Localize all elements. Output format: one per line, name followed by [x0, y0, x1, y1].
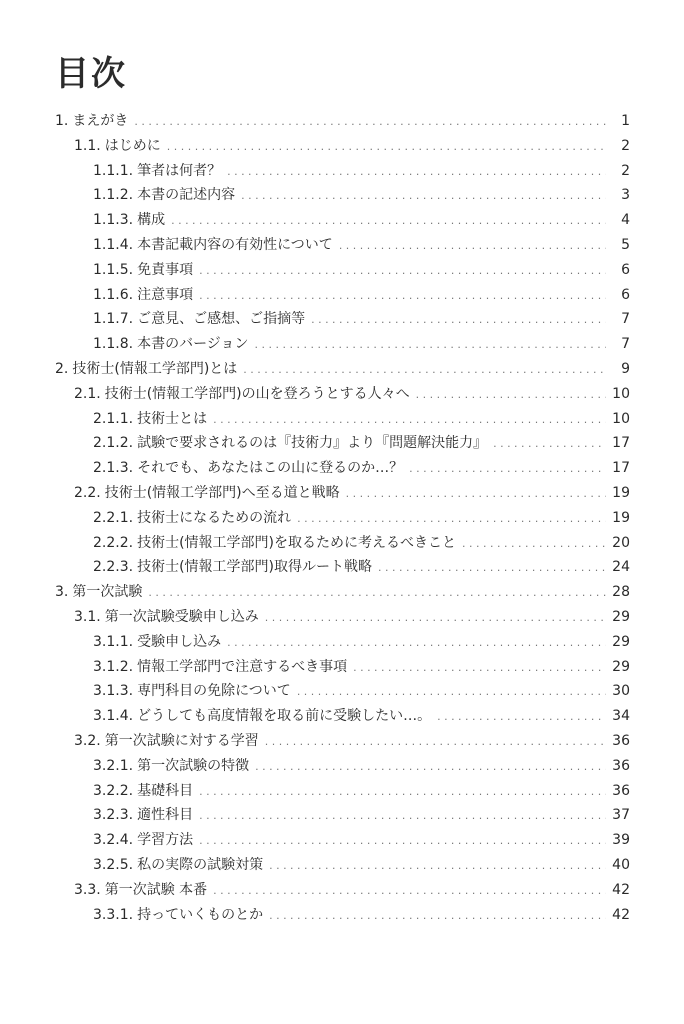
- dot-leader: [213, 408, 606, 433]
- dot-leader: [416, 383, 606, 408]
- toc-entry[interactable]: [55, 630, 630, 655]
- toc-entry-number: 3.2.2.: [93, 782, 134, 799]
- toc-entry-page-number: 7: [621, 336, 630, 353]
- dot-leader: [148, 581, 606, 606]
- toc-entry-page-number: 40: [612, 856, 630, 873]
- toc-entry-number: 1.1.3.: [93, 212, 134, 229]
- toc-entry-title: [93, 853, 263, 878]
- toc-entry-page-number: 36: [612, 757, 630, 774]
- toc-entry-number: 3.2.3.: [93, 807, 134, 824]
- toc-entry-title: [93, 506, 291, 531]
- toc-entry-page-number: 4: [621, 212, 630, 229]
- toc-entry-label: 技術士(情報工学部門)を取るために考えるべきこと: [137, 534, 457, 551]
- dot-leader: [227, 631, 606, 656]
- toc-entry-page-number: 34: [612, 708, 630, 725]
- toc-entry[interactable]: [55, 779, 630, 804]
- toc-entry-number: 1.1.2.: [93, 187, 134, 204]
- dot-leader: [378, 556, 606, 581]
- toc-entry-label: 第一次試験受験申し込み: [104, 608, 259, 625]
- dot-leader: [269, 904, 606, 929]
- toc-entry-page-number: 20: [612, 534, 630, 551]
- toc-entry-page-number: 2: [621, 137, 630, 154]
- toc-entry-title: [93, 903, 263, 928]
- toc-entry-title: [93, 555, 372, 580]
- toc-entry[interactable]: [55, 431, 630, 456]
- toc-entry-label: 技術士(情報工学部門)とは: [72, 360, 238, 377]
- toc-entry-page-number: 42: [612, 906, 630, 923]
- toc-entry-number: 1.1.1.: [93, 162, 134, 179]
- toc-entry-title: [93, 208, 165, 233]
- toc-entry-page-number: 36: [612, 782, 630, 799]
- toc-entry-number: 1.1.4.: [93, 236, 134, 253]
- toc-entry-page-number: 24: [612, 559, 630, 576]
- toc-entry-label: ご意見、ご感想、ご指摘等: [137, 311, 306, 328]
- toc-entry-page-number: 10: [612, 410, 630, 427]
- toc-entry-label: 基礎科目: [137, 782, 194, 799]
- toc-entry-number: 3.1.: [74, 608, 101, 625]
- toc-entry-number: 3.3.: [74, 881, 101, 898]
- toc-entry-label: 技術士(情報工学部門)の山を登ろうとする人々へ: [104, 385, 410, 402]
- toc-entry-page-number: 17: [612, 460, 630, 477]
- toc-entry-label: 注意事項: [137, 286, 194, 303]
- toc-entry[interactable]: [55, 655, 630, 680]
- toc-entry[interactable]: [55, 754, 630, 779]
- toc-entry-number: 1.1.7.: [93, 311, 134, 328]
- toc-entry[interactable]: [55, 481, 630, 506]
- toc-entry-label: 情報工学部門で注意するべき事項: [137, 658, 348, 675]
- toc-entry-title: [93, 655, 347, 680]
- dot-leader: [213, 879, 606, 904]
- toc-entry-number: 2.1.2.: [93, 435, 134, 452]
- toc-entry-label: はじめに: [104, 137, 161, 154]
- toc-entry-label: 本書記載内容の有効性について: [137, 236, 333, 253]
- dot-leader: [297, 507, 606, 532]
- toc-entry-number: 3.1.2.: [93, 658, 134, 675]
- toc-entry-number: 1.1.8.: [93, 336, 134, 353]
- toc-entry-title: [93, 159, 221, 184]
- dot-leader: [199, 780, 606, 805]
- toc-entry[interactable]: [55, 506, 630, 531]
- toc-entry-number: 2.2.: [74, 484, 101, 501]
- dot-leader: [339, 234, 606, 259]
- toc-entry-page-number: 30: [612, 683, 630, 700]
- toc-entry-title: [93, 456, 403, 481]
- toc-entry-page-number: 19: [612, 484, 630, 501]
- toc-entry-page-number: 1: [621, 113, 630, 129]
- toc-entry[interactable]: [55, 605, 630, 630]
- toc-entry[interactable]: [55, 258, 630, 283]
- toc-entry-label: 適性科目: [137, 807, 194, 824]
- toc-entry-title: [93, 307, 305, 332]
- toc-entry-label: それでも、あなたはこの山に登るのか…？: [137, 460, 404, 477]
- toc-entry-number: 3.: [55, 584, 69, 601]
- toc-entry[interactable]: [55, 332, 630, 357]
- toc-entry-page-number: 42: [612, 881, 630, 898]
- toc-entry-title: [74, 481, 340, 506]
- toc-entry[interactable]: [55, 407, 630, 432]
- toc-entry-number: 1.1.6.: [93, 286, 134, 303]
- toc-entry[interactable]: [55, 357, 630, 382]
- toc-entry-page-number: 36: [612, 732, 630, 749]
- toc-entry-number: 2.1.: [74, 385, 101, 402]
- toc-entry-label: 第一次試験の特徴: [137, 757, 250, 774]
- toc-entry-title: [74, 382, 410, 407]
- toc-entry-title: [74, 605, 259, 630]
- toc-entry-page-number: 17: [612, 435, 630, 452]
- dot-leader: [493, 432, 606, 457]
- toc-entry-number: 2.2.2.: [93, 534, 134, 551]
- toc-entry-number: 2.1.1.: [93, 410, 134, 427]
- dot-leader: [269, 854, 606, 879]
- dot-leader: [255, 333, 606, 358]
- toc-entry-page-number: 29: [612, 608, 630, 625]
- toc-entry-number: 3.2.1.: [93, 757, 134, 774]
- toc-entry-label: 技術士とは: [137, 410, 208, 427]
- toc-entry[interactable]: [55, 853, 630, 878]
- dot-leader: [353, 656, 606, 681]
- toc-entry-number: 3.1.3.: [93, 683, 134, 700]
- toc-entry-title: [93, 332, 249, 357]
- toc-entry-number: 1.1.: [74, 137, 101, 154]
- dot-leader: [171, 209, 606, 234]
- toc-entry-label: 本書の記述内容: [137, 187, 236, 204]
- toc-entry-label: 学習方法: [137, 832, 194, 849]
- toc-entry-title: [93, 803, 193, 828]
- toc-entry[interactable]: [55, 307, 630, 332]
- toc-entry[interactable]: [55, 580, 630, 605]
- toc-entry-title: [55, 580, 142, 605]
- dot-leader: [241, 184, 606, 209]
- toc-entry[interactable]: [55, 828, 630, 853]
- toc-entry-label: どうしても高度情報を取る前に受験したい…。: [137, 708, 432, 725]
- toc-entry[interactable]: [55, 679, 630, 704]
- toc-entry[interactable]: [55, 233, 630, 258]
- toc-entry-page-number: 39: [612, 832, 630, 849]
- toc-entry-page-number: 29: [612, 633, 630, 650]
- toc-entry-label: 専門科目の免除について: [137, 683, 291, 700]
- toc-entry[interactable]: [55, 183, 630, 208]
- toc-entry-label: 技術士になるための流れ: [137, 509, 292, 526]
- dot-leader: [346, 482, 606, 507]
- toc-entry-label: まえがき: [72, 113, 129, 129]
- toc-entry-label: 受験申し込み: [137, 633, 222, 650]
- toc-entry-title: [55, 109, 128, 134]
- toc-entry[interactable]: [55, 704, 630, 729]
- toc-entry-page-number: 3: [621, 187, 630, 204]
- dot-leader: [199, 804, 606, 829]
- toc-entry-label: 技術士(情報工学部門)取得ルート戦略: [137, 559, 373, 576]
- toc-entry-label: 本書のバージョン: [137, 336, 249, 353]
- toc-entry-title: [74, 878, 207, 903]
- toc-entry-number: 3.1.1.: [93, 633, 134, 650]
- toc-entry-title: [93, 704, 431, 729]
- toc-entry[interactable]: [55, 803, 630, 828]
- toc-entry-number: 1.: [55, 113, 69, 129]
- dot-leader: [255, 755, 606, 780]
- toc-entry-label: 試験で要求されるのは『技術力』より『問題解決能力』: [137, 435, 488, 452]
- toc-entry-page-number: 37: [612, 807, 630, 824]
- dot-leader: [265, 730, 606, 755]
- toc-entry[interactable]: [55, 134, 630, 159]
- toc-entry-page-number: 7: [621, 311, 630, 328]
- toc-entry[interactable]: [55, 159, 630, 184]
- toc-entry-number: 3.3.1.: [93, 906, 134, 923]
- toc-entry-number: 2.2.1.: [93, 509, 134, 526]
- toc-entry[interactable]: [55, 903, 630, 928]
- toc-entry-title: [93, 531, 456, 556]
- toc-entry-title: [74, 729, 259, 754]
- dot-leader: [297, 680, 606, 705]
- toc-entry[interactable]: [55, 382, 630, 407]
- dot-leader: [134, 110, 606, 135]
- toc-entry-label: 私の実際の試験対策: [137, 856, 264, 873]
- toc-entry[interactable]: [55, 531, 630, 556]
- toc-entry-label: 構成: [137, 212, 166, 229]
- toc-entry[interactable]: [55, 878, 630, 903]
- toc-entry-page-number: 6: [621, 261, 630, 278]
- toc-entry-label: 第一次試験 本番: [104, 881, 208, 898]
- toc-entry[interactable]: [55, 555, 630, 580]
- dot-leader: [409, 457, 606, 482]
- toc-entry-title: [93, 779, 193, 804]
- toc-entry-page-number: 28: [612, 584, 630, 601]
- toc-entry-title: [93, 258, 193, 283]
- dot-leader: [243, 358, 606, 383]
- toc-entry-page-number: 9: [621, 360, 630, 377]
- dot-leader: [227, 160, 606, 185]
- toc-entry-title: [93, 431, 487, 456]
- toc-entry-label: 免責事項: [137, 261, 194, 278]
- table-of-contents: [55, 109, 630, 927]
- toc-entry-title: [74, 134, 161, 159]
- toc-entry-label: 第一次試験に対する学習: [104, 732, 259, 749]
- toc-entry-title: [93, 183, 235, 208]
- toc-entry-page-number: 5: [621, 236, 630, 253]
- toc-entry-page-number: 6: [621, 286, 630, 303]
- toc-entry-number: 3.2.4.: [93, 832, 134, 849]
- dot-leader: [265, 606, 606, 631]
- dot-leader: [199, 259, 606, 284]
- toc-entry-number: 2.: [55, 360, 69, 377]
- dot-leader: [437, 705, 606, 730]
- dot-leader: [462, 532, 606, 557]
- toc-entry-title: [93, 407, 207, 432]
- toc-entry[interactable]: [55, 729, 630, 754]
- page-title: 目次: [55, 54, 127, 94]
- toc-entry-title: [93, 630, 221, 655]
- toc-entry-title: [93, 828, 193, 853]
- toc-entry[interactable]: [55, 456, 630, 481]
- toc-entry[interactable]: [55, 109, 630, 134]
- dot-leader: [167, 135, 606, 160]
- toc-entry-number: 3.2.5.: [93, 856, 134, 873]
- toc-entry-page-number: 10: [612, 385, 630, 402]
- toc-entry-page-number: 19: [612, 509, 630, 526]
- toc-entry-number: 2.1.3.: [93, 460, 134, 477]
- toc-entry-page-number: 29: [612, 658, 630, 675]
- toc-entry[interactable]: [55, 208, 630, 233]
- dot-leader: [311, 308, 606, 333]
- toc-entry-number: 3.2.: [74, 732, 101, 749]
- toc-entry-label: 持っていくものとか: [137, 906, 264, 923]
- toc-entry-title: [93, 283, 193, 308]
- toc-entry-title: [93, 233, 333, 258]
- toc-entry-title: [93, 754, 249, 779]
- toc-entry-page-number: 2: [621, 162, 630, 179]
- toc-entry-number: 3.1.4.: [93, 708, 134, 725]
- dot-leader: [199, 829, 606, 854]
- toc-entry-label: 技術士(情報工学部門)へ至る道と戦略: [104, 484, 340, 501]
- toc-entry-title: [93, 679, 291, 704]
- toc-entry-number: 1.1.5.: [93, 261, 134, 278]
- toc-entry-label: 筆者は何者？: [137, 162, 222, 179]
- toc-entry-label: 第一次試験: [72, 584, 143, 601]
- toc-entry-title: [55, 357, 237, 382]
- toc-entry-number: 2.2.3.: [93, 559, 134, 576]
- toc-entry[interactable]: [55, 283, 630, 308]
- dot-leader: [199, 284, 606, 309]
